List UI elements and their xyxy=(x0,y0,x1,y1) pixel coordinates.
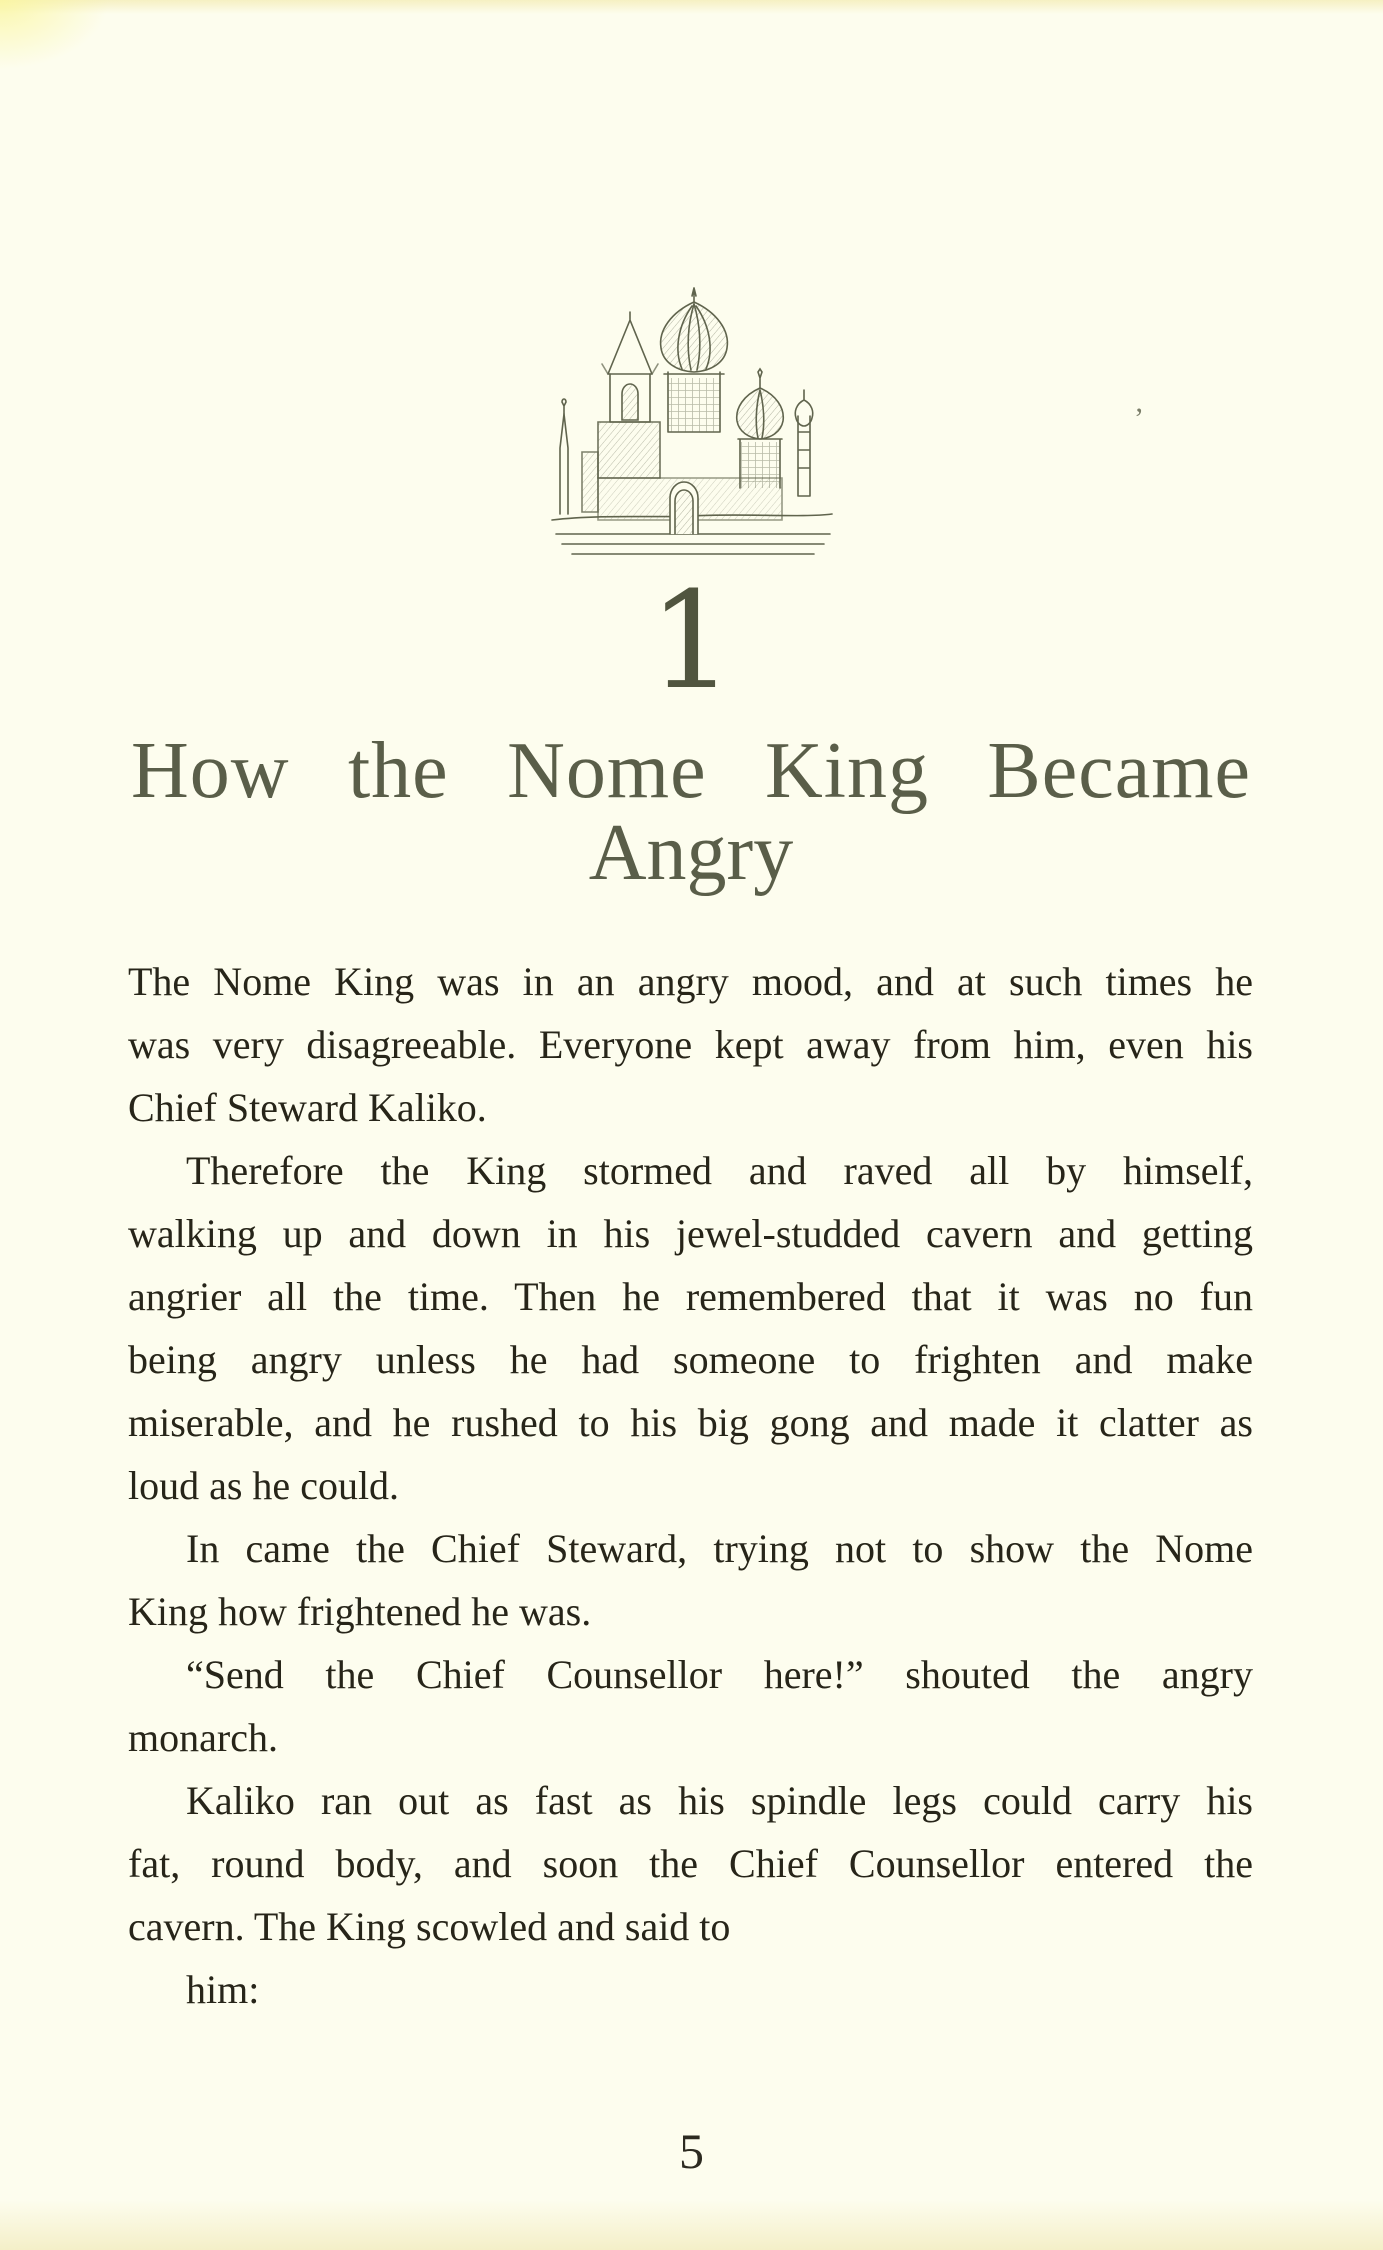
body-line: walking up and down in his jewel-studded cavern and getting xyxy=(128,1211,1253,1256)
body-line: being angry unless he had someone to frighten and make xyxy=(128,1337,1253,1382)
body-text xyxy=(128,950,1253,2021)
tower-window xyxy=(622,384,638,420)
castle-illustration xyxy=(542,282,842,582)
right-onion-dome xyxy=(737,388,784,439)
body-line: Chief Steward Kaliko. xyxy=(128,1085,487,1130)
body-line: was very disagreeable. Everyone kept away from him, even his xyxy=(128,1022,1253,1067)
body-line: King how frightened he was. xyxy=(128,1589,592,1634)
body-paragraph xyxy=(128,1517,1253,1643)
cone-tower-roof xyxy=(608,312,652,374)
body-line: cavern. The King scowled and said to xyxy=(128,1904,731,1949)
dome-finial xyxy=(692,288,696,302)
body-line: loud as he could. xyxy=(128,1463,400,1508)
body-line: angrier all the time. Then he remembered that it was no fun xyxy=(128,1274,1253,1319)
chapter-title xyxy=(131,728,1251,896)
body-line: miserable, and he rushed to his big gong and made it clatter as xyxy=(128,1400,1253,1445)
page-number: 5 xyxy=(679,2123,704,2179)
body-line: The Nome King was in an angry mood, and at such times he xyxy=(128,959,1253,1004)
body-line: “Send the Chief Counsellor here!” shouted the angry xyxy=(186,1652,1253,1697)
stray-mark: ’ xyxy=(1134,402,1144,435)
chapter-number: 1 xyxy=(648,563,735,719)
body-line: In came the Chief Steward, trying not to show the Nome xyxy=(186,1526,1253,1571)
body-paragraph xyxy=(128,1769,1253,2021)
body-line: fat, round body, and soon the Chief Counsellor entered the xyxy=(128,1841,1253,1886)
body-line: monarch. xyxy=(128,1715,278,1760)
castle-steps xyxy=(556,534,830,554)
body-paragraph xyxy=(128,1643,1253,1769)
body-line: him: xyxy=(186,1967,260,2012)
body-paragraph xyxy=(128,1139,1253,1517)
body-line: Therefore the King stormed and raved all by himself, xyxy=(186,1148,1253,1193)
left-keep xyxy=(598,422,660,478)
left-minaret xyxy=(560,414,568,514)
page-corner-tint xyxy=(0,0,110,70)
chapter-title-line1: How the Nome King Became xyxy=(131,727,1251,815)
body-paragraph xyxy=(128,950,1253,1139)
central-onion-dome xyxy=(661,302,728,372)
chapter-title-line2: Angry xyxy=(588,809,794,897)
body-line: Kaliko ran out as fast as his spindle legs could carry his xyxy=(186,1778,1253,1823)
